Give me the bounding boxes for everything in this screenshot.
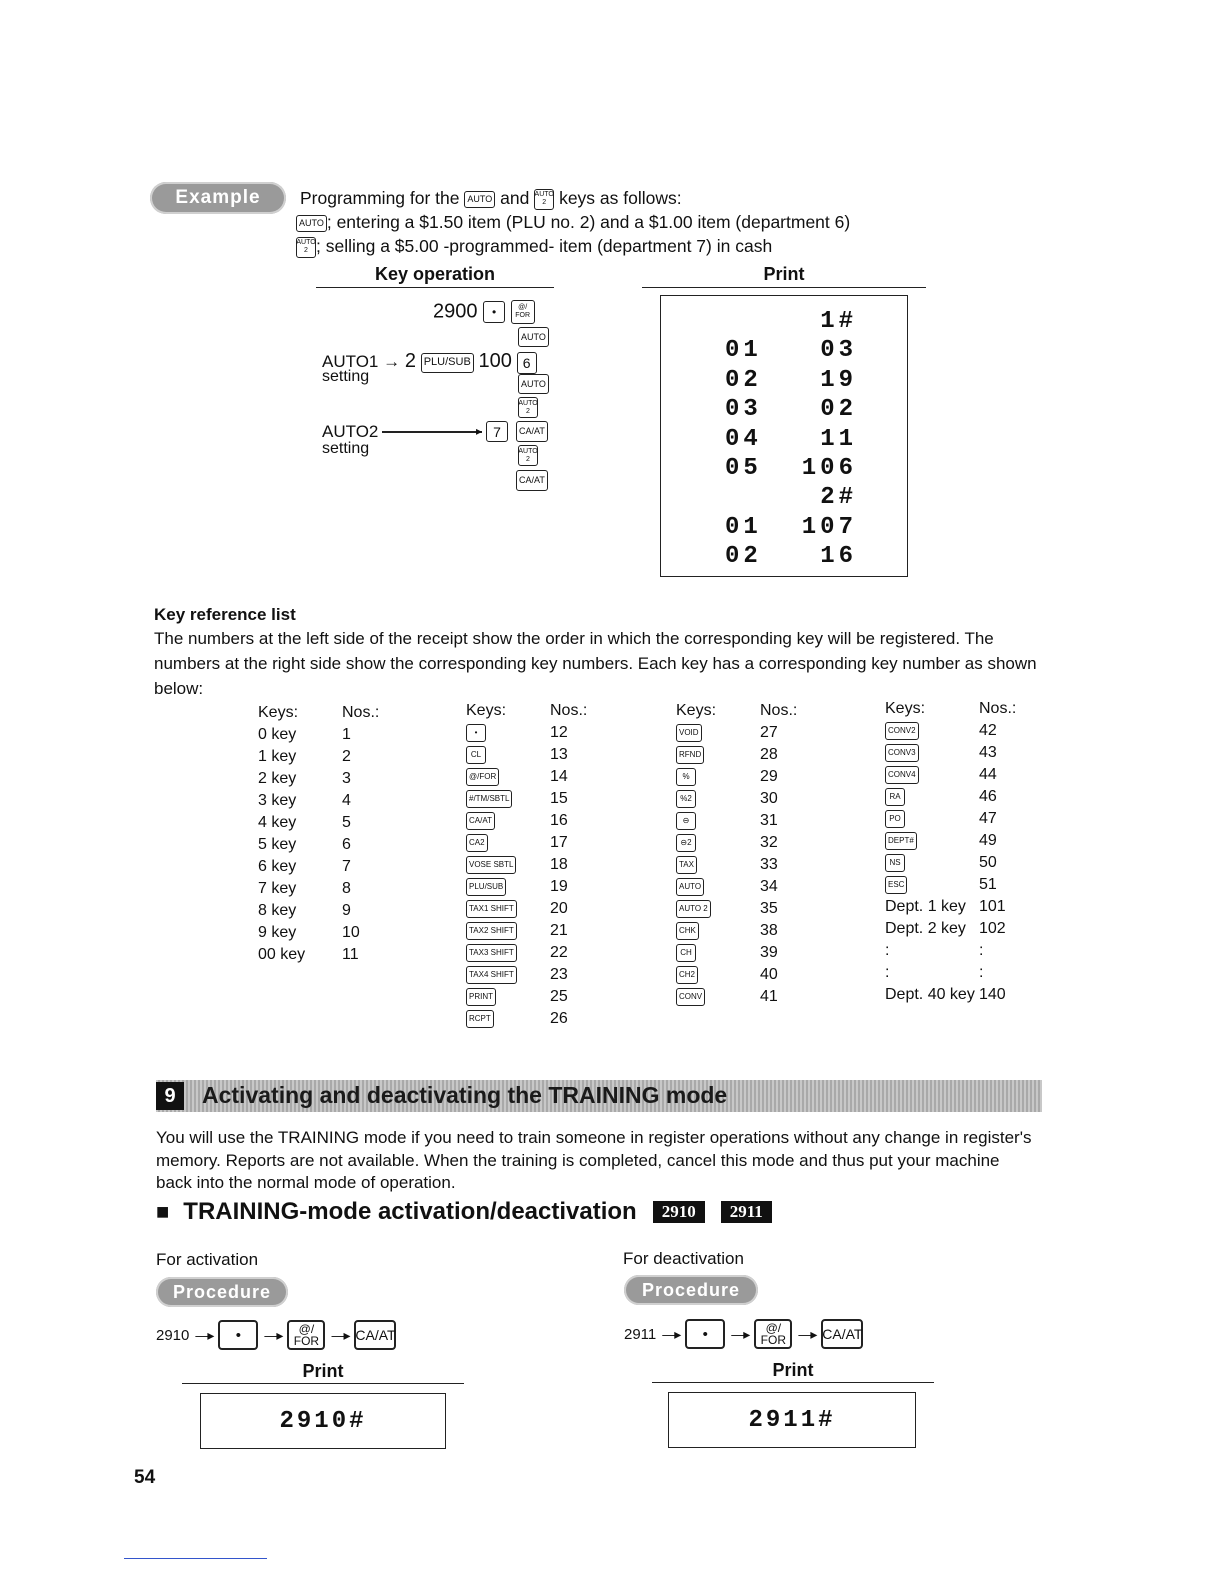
key-label: 5 key [258, 836, 297, 853]
key-table-row [676, 854, 797, 876]
example-receipt [660, 295, 908, 577]
auto-key-icon: AUTO [518, 327, 549, 347]
receipt-order-number: 01 [725, 337, 762, 365]
key-table-row [885, 852, 1016, 874]
ca-at-key-icon: CA/AT [354, 1320, 396, 1350]
ca-at-key-icon: CA/AT [516, 421, 548, 442]
example-line-auto2: AUTO 2 ; selling a $5.00 -programmed- item (department 7) in cash [296, 236, 773, 256]
code-badge-2910: 2910 [653, 1201, 705, 1223]
key-number: 32 [760, 834, 778, 851]
receipt-line [661, 543, 907, 572]
key-icon: CA2 [466, 834, 488, 852]
key-number: 47 [979, 810, 997, 827]
key-number: 8 [342, 880, 351, 897]
key-number: 43 [979, 744, 997, 761]
receipt-key-number: 2# [820, 484, 857, 512]
key-table-row [466, 986, 587, 1008]
key-number: 3 [342, 770, 351, 787]
key-table-row [466, 744, 587, 766]
key-icon: % [676, 768, 696, 786]
key-icon: CONV2 [885, 722, 919, 740]
auto2-key-icon: AUTO 2 [296, 237, 316, 258]
dot-key-icon: • [685, 1319, 725, 1349]
receipt-order-number: 02 [725, 366, 762, 394]
auto2-key-icon: AUTO 2 [518, 445, 538, 466]
key-label: 1 key [258, 748, 297, 765]
arrow-icon: —▸ [731, 1325, 749, 1342]
key-table-row [258, 834, 379, 856]
key-table-row [676, 986, 797, 1008]
receipt-key-number: 02 [820, 396, 857, 424]
receipt-line [661, 484, 907, 513]
key-number: 26 [550, 1010, 568, 1027]
key-table-row [258, 856, 379, 878]
key-number: 42 [979, 722, 997, 739]
key-label: 4 key [258, 814, 297, 831]
auto2-key-icon: AUTO 2 [534, 189, 554, 210]
key-icon: %2 [676, 790, 696, 808]
key-number: : [979, 942, 984, 959]
key-table-row [466, 898, 587, 920]
key-icon: TAX [676, 856, 697, 874]
arrow-icon: —▸ [195, 1326, 213, 1343]
arrow-icon: —▸ [264, 1326, 282, 1343]
at-for-key-icon: @/ FOR [287, 1320, 325, 1350]
key-icon: CONV3 [885, 744, 919, 762]
key-number: : [979, 964, 984, 981]
activation-receipt: 2910# [200, 1393, 446, 1449]
key-table-row [258, 790, 379, 812]
deactivation-print-header: Print [652, 1360, 934, 1383]
key-label: 3 key [258, 792, 297, 809]
receipt-order-number: 01 [725, 513, 762, 541]
key-number: 30 [760, 790, 778, 807]
key-table-row [676, 788, 797, 810]
arrow-icon: —▸ [331, 1326, 349, 1343]
key-table-row [466, 964, 587, 986]
key-table-row [885, 808, 1016, 830]
key-table-row [885, 874, 1016, 896]
auto2-setting: setting [322, 440, 370, 457]
auto-key-icon: AUTO [464, 191, 495, 208]
key-number: 11 [342, 946, 359, 963]
key-icon: AUTO 2 [676, 900, 711, 918]
key-label: 6 key [258, 858, 297, 875]
key-number: 19 [550, 878, 568, 895]
key-icon: RCPT [466, 1010, 494, 1028]
key-table-row [466, 766, 587, 788]
col-keys-header: Keys: [676, 702, 717, 719]
key-icon: DEPT# [885, 832, 917, 850]
at-for-key-icon: @/ FOR [511, 300, 535, 324]
key-table-row [676, 942, 797, 964]
training-subheading: ■ TRAINING-mode activation/deactivation 2910 2911 [156, 1198, 772, 1226]
section-number: 9 [156, 1082, 184, 1110]
key-table-group-3 [676, 700, 797, 1008]
key-table-row [466, 942, 587, 964]
key-table-row [466, 854, 587, 876]
receipt-order-number: 02 [725, 543, 762, 571]
key-label: 9 key [258, 924, 297, 941]
receipt-line [661, 337, 907, 366]
key-table-row [885, 830, 1016, 852]
key-table-row [466, 876, 587, 898]
key-number: 10 [342, 924, 360, 941]
receipt-key-number: 11 [820, 425, 857, 453]
dot-key-icon: • [218, 1320, 258, 1350]
receipt-key-number: 106 [801, 454, 857, 482]
key-number: 13 [550, 746, 568, 763]
key-number: 29 [760, 768, 778, 785]
page-number: 54 [134, 1467, 156, 1488]
seven-key-icon: 7 [486, 421, 508, 442]
key-number: 140 [979, 986, 1006, 1003]
key-operation-header: Key operation [316, 264, 554, 288]
ca-at-key-icon: CA/AT [516, 470, 548, 491]
auto-key-icon: AUTO [518, 374, 549, 394]
key-icon: CL [466, 746, 486, 764]
print-header: Print [642, 264, 926, 288]
key-label: 2 key [258, 770, 297, 787]
key-icon: CA/AT [466, 812, 495, 830]
key-table-row [676, 810, 797, 832]
receipt-key-number: 1# [820, 308, 857, 335]
key-table-header [258, 702, 379, 724]
example-line-auto1: AUTO ; entering a $1.50 item (PLU no. 2) and a $1.00 item (department 6) [296, 212, 850, 233]
key-table-row [885, 940, 1016, 962]
receipt-key-number: 107 [801, 513, 857, 541]
auto1-setting: setting [322, 368, 370, 385]
deactivation-receipt: 2911# [668, 1392, 916, 1448]
key-icon: TAX1 SHIFT [466, 900, 517, 918]
key-number: 14 [550, 768, 568, 785]
activation-sequence: 2910 —▸ • —▸ @/ FOR —▸ CA/AT [156, 1322, 396, 1348]
key-label: 8 key [258, 902, 297, 919]
key-number: 17 [550, 834, 568, 851]
section-9-paragraph: You will use the TRAINING mode if you need to train someone in register operations without any change in register's memory. Reports are not available. When the training is completed, cancel this mode and thus put your machine back into the normal mode of operation. [156, 1128, 1032, 1192]
key-table-row [258, 944, 379, 966]
auto2-line: AUTO2 [322, 422, 379, 441]
key-number: 18 [550, 856, 568, 873]
key-icon: CHK [676, 922, 699, 940]
key-label: Dept. 2 key [885, 920, 966, 937]
key-number: 15 [550, 790, 568, 807]
key-number: 44 [979, 766, 997, 783]
key-icon: #/TM/SBTL [466, 790, 512, 808]
col-keys-header: Keys: [258, 704, 299, 721]
key-number: 31 [760, 812, 778, 829]
deactivation-sequence: 2911 —▸ • —▸ @/ FOR —▸ CA/AT [624, 1321, 863, 1347]
key-table-row [466, 810, 587, 832]
key-reference-heading: Key reference list [154, 605, 296, 624]
key-number: 25 [550, 988, 568, 1005]
code-badge-2911: 2911 [721, 1201, 772, 1223]
key-reference-paragraph: The numbers at the left side of the receipt show the order in which the corresponding key will be registered. The numbers at the right side show the corresponding key numbers. Each key has a corresponding key number as shown below: [154, 629, 1037, 698]
key-number: 27 [760, 724, 778, 741]
receipt-line [661, 396, 907, 425]
key-label: 00 key [258, 946, 306, 963]
key-number: 12 [550, 724, 568, 741]
key-label: 7 key [258, 880, 297, 897]
activation-label: For activation [156, 1250, 259, 1269]
receipt-order-number: 03 [725, 396, 762, 424]
key-number: 4 [342, 792, 351, 809]
col-keys-header: Keys: [466, 702, 507, 719]
key-table-row [258, 900, 379, 922]
receipt-line [661, 455, 907, 484]
key-number: 40 [760, 966, 778, 983]
key-table-group-2 [466, 700, 587, 1030]
key-icon: TAX2 SHIFT [466, 922, 517, 940]
receipt-line [661, 367, 907, 396]
key-icon: TAX4 SHIFT [466, 966, 517, 984]
key-number: 101 [979, 898, 1006, 915]
key-icon: ESC [885, 876, 907, 894]
key-table-row [885, 742, 1016, 764]
key-table-header [676, 700, 797, 722]
key-number: 34 [760, 878, 778, 895]
key-table-row [676, 876, 797, 898]
key-number: 49 [979, 832, 997, 849]
key-table-row [466, 920, 587, 942]
key-table-row [258, 746, 379, 768]
deactivation-label: For deactivation [623, 1249, 744, 1268]
key-table-row [676, 832, 797, 854]
section-title: Activating and deactivating the TRAINING mode [202, 1082, 728, 1108]
deactivation-procedure-badge: Procedure [624, 1275, 758, 1305]
key-number: 20 [550, 900, 568, 917]
key-table-group-4 [885, 698, 1016, 1006]
key-number: 21 [550, 922, 568, 939]
activation-procedure-badge: Procedure [156, 1277, 288, 1307]
key-number: 38 [760, 922, 778, 939]
arrow-icon: —▸ [798, 1325, 816, 1342]
key-number: 50 [979, 854, 997, 871]
key-label: : [885, 964, 890, 981]
key-number: 5 [342, 814, 351, 831]
key-number: 46 [979, 788, 997, 805]
footer-rule [124, 1558, 267, 1559]
key-icon: CONV [676, 988, 705, 1006]
key-table-row [885, 786, 1016, 808]
key-icon: VOSE SBTL [466, 856, 516, 874]
key-label: Dept. 1 key [885, 898, 966, 915]
key-table-row [885, 720, 1016, 742]
key-icon: PLU/SUB [466, 878, 506, 896]
key-table-row [676, 964, 797, 986]
col-nos-header: Nos.: [979, 700, 1017, 717]
key-icon: • [466, 724, 486, 742]
receipt-key-number: 03 [820, 337, 857, 365]
key-label: : [885, 942, 890, 959]
key-number: 22 [550, 944, 568, 961]
example-intro: Programming for the AUTO and AUTO 2 keys as follows: [300, 188, 682, 208]
key-table-header [466, 700, 587, 722]
auto1-line: AUTO1 → 2 PLU/SUB 100 6 [322, 350, 537, 374]
key-number: 7 [342, 858, 351, 875]
ca-at-key-icon: CA/AT [821, 1319, 863, 1349]
key-table-row [885, 896, 1016, 918]
key-table-row [885, 962, 1016, 984]
receipt-key-number: 16 [820, 543, 857, 571]
key-icon: RA [885, 788, 905, 806]
key-icon: RFND [676, 746, 704, 764]
key-table-row [676, 898, 797, 920]
key-label: Dept. 40 key [885, 986, 975, 1003]
key-icon: PRINT [466, 988, 496, 1006]
receipt-line [661, 514, 907, 543]
key-table-row [676, 722, 797, 744]
key-table-header [885, 698, 1016, 720]
key-icon: ⊖ [676, 812, 696, 830]
key-number: 16 [550, 812, 568, 829]
key-number: 33 [760, 856, 778, 873]
receipt-order-number: 04 [725, 425, 762, 453]
key-number: 102 [979, 920, 1006, 937]
activation-print-header: Print [182, 1361, 464, 1384]
key-icon: PO [885, 810, 905, 828]
key-table-group-1 [258, 702, 379, 966]
key-label: 0 key [258, 726, 297, 743]
receipt-key-number: 19 [820, 366, 857, 394]
example-badge: Example [150, 182, 286, 214]
key-table-row [676, 766, 797, 788]
receipt-line [661, 426, 907, 455]
key-icon: ⊖2 [676, 834, 696, 852]
dot-key-icon: • [483, 301, 505, 323]
key-icon: AUTO [676, 878, 704, 896]
key-number: 2 [342, 748, 351, 765]
auto-key-icon: AUTO [296, 215, 327, 232]
key-number: 39 [760, 944, 778, 961]
col-keys-header: Keys: [885, 700, 926, 717]
key-table-row [466, 722, 587, 744]
key-icon: NS [885, 854, 905, 872]
key-number: 23 [550, 966, 568, 983]
key-table-row [258, 768, 379, 790]
key-number: 6 [342, 836, 351, 853]
key-table-row [258, 878, 379, 900]
op-2900: 2900 • @/ FOR [433, 300, 535, 324]
auto2-arrow-line [382, 431, 482, 433]
receipt-order-number: 05 [725, 454, 762, 482]
plu-sub-key-icon: PLU/SUB [421, 353, 474, 373]
key-icon: CH2 [676, 966, 698, 984]
key-number: 28 [760, 746, 778, 763]
key-table-row [885, 984, 1016, 1006]
key-table-row [676, 920, 797, 942]
col-nos-header: Nos.: [760, 702, 798, 719]
key-icon: CH [676, 944, 696, 962]
key-table-row [676, 744, 797, 766]
key-table-row [885, 918, 1016, 940]
at-for-key-icon: @/ FOR [754, 1319, 792, 1349]
arrow-head-icon: ▸ [476, 424, 483, 438]
key-number: 41 [760, 988, 778, 1005]
key-icon: @/FOR [466, 768, 499, 786]
key-table-row [258, 724, 379, 746]
arrow-icon: —▸ [662, 1325, 680, 1342]
key-table-row [466, 1008, 587, 1030]
key-number: 35 [760, 900, 778, 917]
six-key-icon: 6 [517, 352, 537, 374]
receipt-line [661, 308, 907, 337]
key-number: 1 [342, 726, 351, 743]
key-icon: TAX3 SHIFT [466, 944, 517, 962]
key-table-row [258, 812, 379, 834]
key-table-row [258, 922, 379, 944]
col-nos-header: Nos.: [342, 704, 380, 721]
key-icon: VOID [676, 724, 702, 742]
key-table-row [466, 832, 587, 854]
col-nos-header: Nos.: [550, 702, 588, 719]
auto2-key-icon: AUTO 2 [518, 397, 538, 418]
key-icon: CONV4 [885, 766, 919, 784]
key-table-row [885, 764, 1016, 786]
key-table-row [466, 788, 587, 810]
key-number: 51 [979, 876, 997, 893]
key-number: 9 [342, 902, 351, 919]
